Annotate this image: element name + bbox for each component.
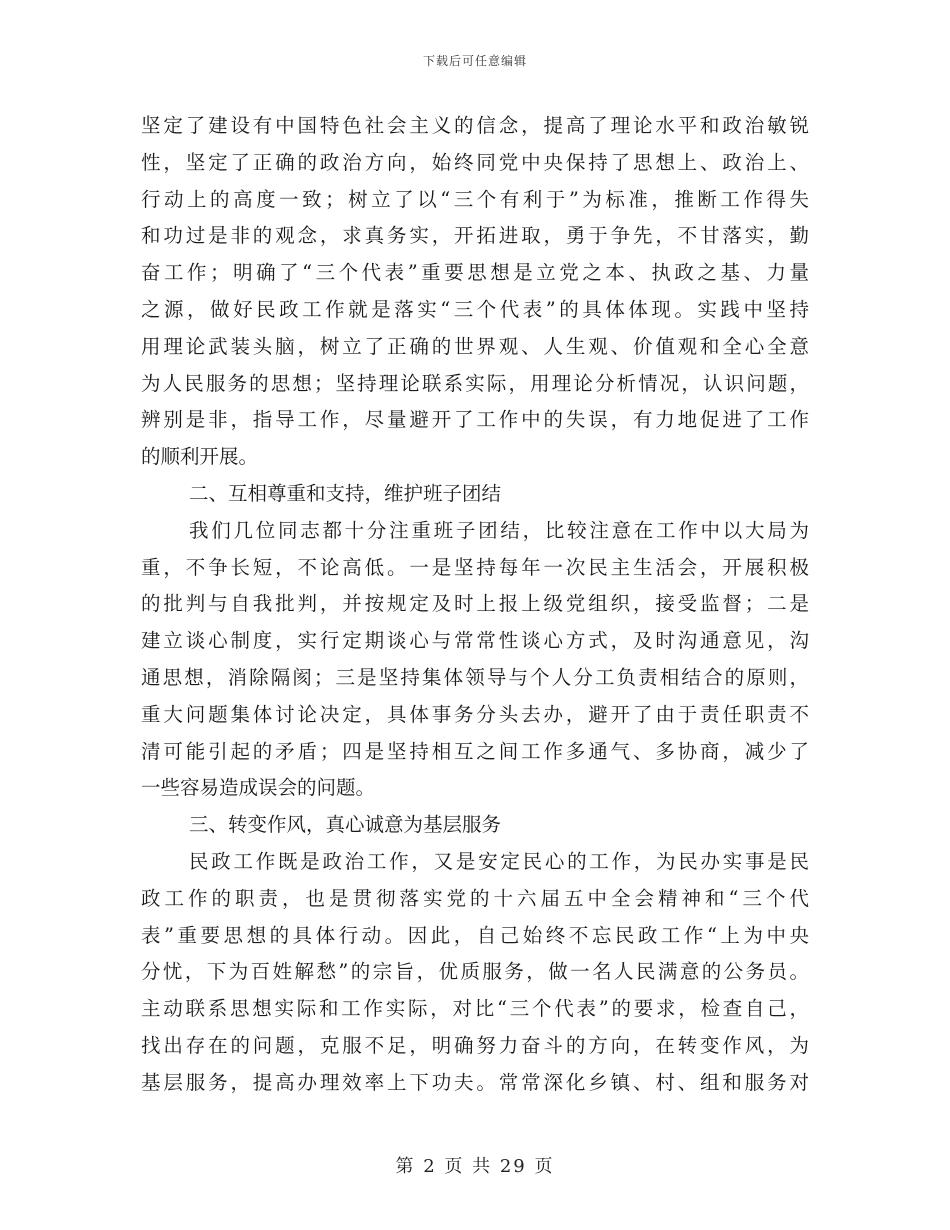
body-line: 的顺利开展。	[141, 445, 259, 469]
body-line: 性，坚定了正确的政治方向，始终同党中央保持了思想上、政治上、	[141, 150, 809, 174]
body-line: 通思想，消除隔阂；三是坚持集体领导与个人分工负责相结合的原则，	[141, 665, 809, 689]
body-line: 为人民服务的思想；坚持理论联系实际，用理论分析情况，认识问题，	[141, 371, 809, 395]
body-line: 用理论武装头脑，树立了正确的世界观、人生观、价值观和全心全意	[141, 334, 809, 358]
body-line: 找出存在的问题，克服不足，明确努力奋斗的方向，在转变作风，为	[141, 1033, 809, 1057]
body-line: 表”重要思想的具体行动。因此，自己始终不忘民政工作“上为中央	[141, 923, 809, 947]
body-line: 我们几位同志都十分注重班子团结，比较注意在工作中以大局为	[189, 518, 809, 542]
body-line: 的批判与自我批判，并按规定及时上报上级党组织，接受监督；二是	[141, 592, 809, 616]
body-line: 政工作的职责，也是贯彻落实党的十六届五中全会精神和“三个代	[141, 886, 809, 910]
body-line: 分忧，下为百姓解愁”的宗旨，优质服务，做一名人民满意的公务员。	[141, 960, 809, 984]
page-number: 第 2 页 共 29 页	[395, 1156, 555, 1177]
page-header: 下载后可任意编辑	[422, 54, 527, 68]
body-line: 辨别是非，指导工作，尽量避开了工作中的失误，有力地促进了工作	[141, 408, 809, 432]
body-line: 行动上的高度一致；树立了以“三个有利于”为标准，推断工作得失	[141, 187, 809, 211]
body-line: 奋工作；明确了“三个代表”重要思想是立党之本、执政之基、力量	[141, 261, 809, 285]
body-line: 重，不争长短，不论高低。一是坚持每年一次民主生活会，开展积极	[141, 555, 809, 579]
body-line: 建立谈心制度，实行定期谈心与常常性谈心方式，及时沟通意见，沟	[141, 629, 809, 653]
body-line: 坚定了建设有中国特色社会主义的信念，提高了理论水平和政治敏锐	[141, 114, 809, 137]
body-line: 重大问题集体讨论决定，具体事务分头去办，避开了由于责任职责不	[141, 702, 809, 726]
document-body	[141, 108, 809, 1102]
body-line: 一些容易造成误会的问题。	[141, 776, 376, 800]
body-line: 民政工作既是政治工作，又是安定民心的工作，为民办实事是民	[189, 849, 809, 873]
section-heading: 二、互相尊重和支持，维护班子团结	[189, 481, 502, 505]
body-line: 之源，做好民政工作就是落实“三个代表”的具体体现。实践中坚持	[141, 297, 809, 321]
body-line: 和功过是非的观念，求真务实，开拓进取，勇于争先，不甘落实，勤	[141, 224, 809, 248]
section-heading: 三、转变作风，真心诚意为基层服务	[189, 813, 502, 837]
body-line: 主动联系思想实际和工作实际，对比“三个代表”的要求，检查自己，	[141, 997, 809, 1021]
body-line: 基层服务，提高办理效率上下功夫。常常深化乡镇、村、组和服务对	[141, 1070, 809, 1094]
body-line: 清可能引起的矛盾；四是坚持相互之间工作多通气、多协商，减少了	[141, 739, 809, 763]
